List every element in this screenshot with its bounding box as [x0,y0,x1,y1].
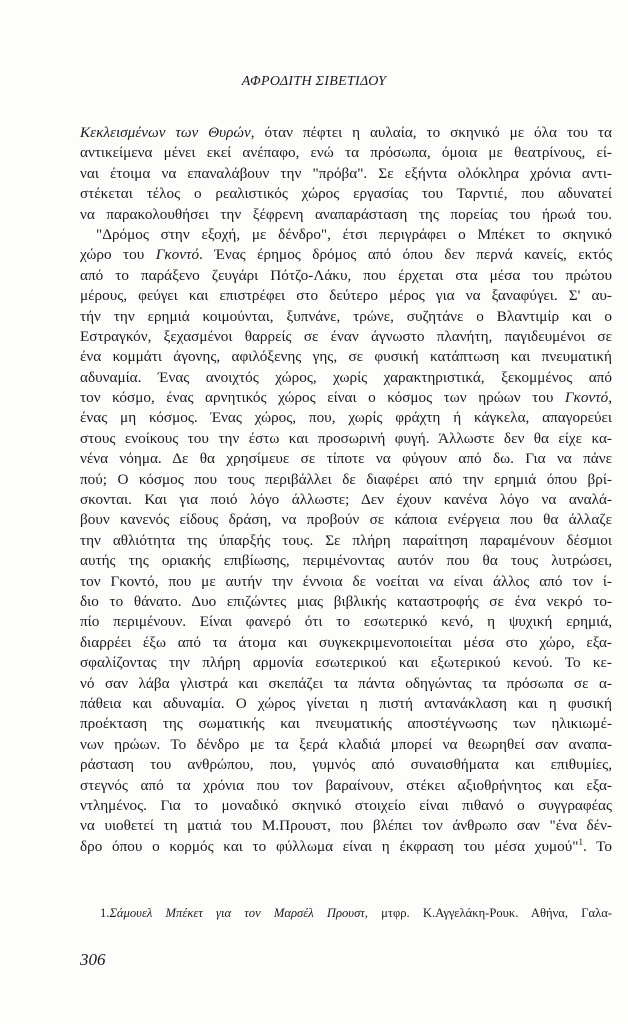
text-line [80,572,612,592]
running-head: ΑΦΡΟΔΙΤΗ ΣΙΒΕΤΙΔΟΥ [241,74,387,89]
text-line [80,490,612,510]
text-line [80,653,612,673]
italic-text: Κεκλεισμένων των Θυρών [80,124,251,141]
text-line [80,245,612,265]
text-segment: αυτής της οριακής επιβίωσης, περιμένοντας αυτόν που θα τους λυτρώσει, [80,552,612,570]
text-segment: τήν την ερημιά κοιμούνται, ξυπνάνε, τρώνε, συζητάνε ο Βλαντιμίρ και ο [80,307,612,325]
text-line [80,837,612,857]
text-segment: . Το [582,837,612,855]
text-segment: πού; Ο κόσμος που τους περιβάλλει δε διαφέρει από την ερημιά όπου βρί- [80,470,612,488]
text-line [80,674,612,694]
italic-text: Σάμουελ Μπέκετ για τον Μαρσέλ Προυστ [109,906,365,920]
text-segment: να υιοθετεί τη ματιά του Μ.Προυστ, που βλέπει τον άνθρωπο σαν "ένα δέν- [80,817,612,835]
footnote-marker: 1 [578,836,583,847]
text-line [80,429,612,449]
text-line [80,164,612,184]
text-line [80,205,612,225]
text-line [80,714,612,734]
text-segment: την αθλιότητα της ύπαρξής τους. Σε πλήρη παραίτηση παραμένουν δέσμιοι [80,531,612,549]
text-line [80,368,612,388]
text-segment: πίο περιμένουν. Είναι φανερό ότι το εσωτερικό κενό, η ψυχική ερημιά, [80,613,612,631]
text-segment: πάθεια και αδυναμία. Ο χώρος γίνεται η πιστή αντανάκλαση και η φυσική [80,694,612,712]
text-segment: αντικείμενα μένει εκεί ανέπαφο, ενώ τα πρόσωπα, όμοια με θεατρίνους, εί- [80,144,612,162]
text-line [80,143,612,163]
text-segment: ράσταση του ανθρώπου, που, γυμνός από συναισθήματα και επιθυμίες, [80,756,612,774]
text-line [80,286,612,306]
text-line [80,449,612,469]
text-segment: Εστραγκόν, ξεχασμένοι θαρρείς σε έναν άγνωστο πλανήτη, παγιδευμένοι σε [80,327,612,345]
text-segment: να παρακολουθήσει την ξέφρενη αναπαράσταση της πορείας του ήρωά του. [80,205,612,223]
text-segment: , μτφρ. Κ.Αγγελάκη-Ρουκ. Αθήνα, Γαλα- [364,906,613,920]
text-segment: τον κόσμο, ένας αρνητικός χώρος είναι ο κόσμος των ηρώων του [80,389,565,407]
text-line [80,776,612,796]
text-segment: νένα νόημα. Δε θα χρησίμευε σε τίποτε να φύγουν από δω. Για να πάνε [80,450,612,468]
text-segment: αδυναμία. Ένας ανοιχτός χώρος, χωρίς χαρακτηριστικά, ξεκομμένος από [80,368,612,386]
text-segment: ένα κομμάτι άγονης, αφιλόξενης γης, σε φυσική κατάπτωση και πνευματική [80,348,612,366]
text-segment: τον Γκοντό, που με αυτήν την έννοια δε νοείται να είναι άλλος από τον ί- [80,572,612,590]
text-segment: , όταν πέφτει η αυλαία, το σκηνικό με όλα του τα [250,124,612,141]
text-segment: νων ηρώων. Το δένδρο με τα ξερά κλαδιά μπορεί να θεωρηθεί σαν αναπα- [80,735,612,753]
text-segment: "Δρόμος στην εξοχή, με δένδρο", έτσι περιγράφει ο Μπέκετ το σκηνικό [96,225,612,243]
text-line [80,796,612,816]
text-line [80,470,612,490]
text-line [80,184,612,204]
text-segment: διαρρέει έξω από τα άτομα και συγκεκριμενοποιείται μέσα στο χώρο, εξα- [80,633,612,651]
text-segment: ένας μη κόσμος. Ένας χώρος, που, χωρίς φράχτη ή κάγκελα, απαγορεύει [80,409,612,427]
text-segment: νό σαν λάβα γλιστρά και σκεπάζει τα πάντα οδηγώντας τα πρόσωπα σε α- [80,674,612,692]
text-line [80,592,612,612]
text-line [80,633,612,653]
text-line [80,612,612,632]
text-segment: σφαλίζοντας την πλήρη αρμονία εσωτερικού και εξωτερικού κενού. Το κε- [80,654,612,672]
text-segment: χώρο του [80,246,156,264]
text-line [80,225,612,245]
text-segment: δρο όπου ο κορμός και το φύλλωμα είναι η έκφραση του μέσα χυμού" [80,837,579,855]
text-line [80,408,612,428]
italic-text: Γκοντό [564,389,609,407]
text-segment: από το παράξενο ζευγάρι Πότζο-Λάκυ, που έρχεται στα μέσα του πρώτου [80,266,612,284]
text-segment: . Ένας έρημος δρόμος από όπου δεν περνά κανείς, εκτός [199,246,612,264]
text-line [80,347,612,367]
text-segment: μέρους, φεύγει και επιστρέφει στο δεύτερο μέρος για να ξαναφύγει. Σ' αυ- [80,287,612,305]
text-line [80,694,612,714]
footnote [100,906,612,921]
text-line [80,816,612,836]
text-line [80,735,612,755]
body-text [80,123,612,857]
text-segment: στέκεται τέλος ο ρεαλιστικός χώρος εργασίας του Ταρντιέ, που αδυνατεί [80,185,612,203]
text-line [80,388,612,408]
text-segment: προέκταση της σωματικής και πνευματικής αποστέγνωσης των ηλικιωμέ- [80,715,612,733]
text-segment: , [608,389,612,407]
page-number: 306 [80,950,106,969]
text-segment: ντλημένος. Για το μοναδικό σκηνικό στοιχείο είναι πιθανό ο συγγραφέας [80,796,612,814]
text-segment: διο το θάνατο. Δυο επιζώντες μιας βιβλικής καταστροφής σε ένα νεκρό το- [80,592,612,610]
text-line [80,266,612,286]
text-line [80,551,612,571]
text-line [80,123,612,143]
text-line [80,307,612,327]
text-line [80,755,612,775]
text-segment: βουν κανενός είδους δράση, να προβούν σε κάποια ενέργεια που θα άλλαζε [80,511,612,529]
text-line [80,510,612,530]
text-segment: στους ενοίκους του την έστω και προσωρινή φυγή. Άλλωστε δεν θα είχε κα- [80,429,612,447]
text-segment: στεγνός από τα χρόνια που τον βαραίνουν, στέκει αξιοθρήνητος και εξα- [80,776,612,794]
italic-text: Γκοντό [155,246,200,264]
text-segment: σκονται. Και για ποιό λόγο άλλωστε; Δεν έχουν κανένα λόγο να αναλά- [80,491,612,509]
text-segment: 1. [100,906,110,920]
text-segment: ναι έτοιμα να επαναλάβουν την "πρόβα". Σε εξήντα ολόκληρα χρόνια αντι- [80,164,612,182]
text-line [80,531,612,551]
text-line [80,327,612,347]
